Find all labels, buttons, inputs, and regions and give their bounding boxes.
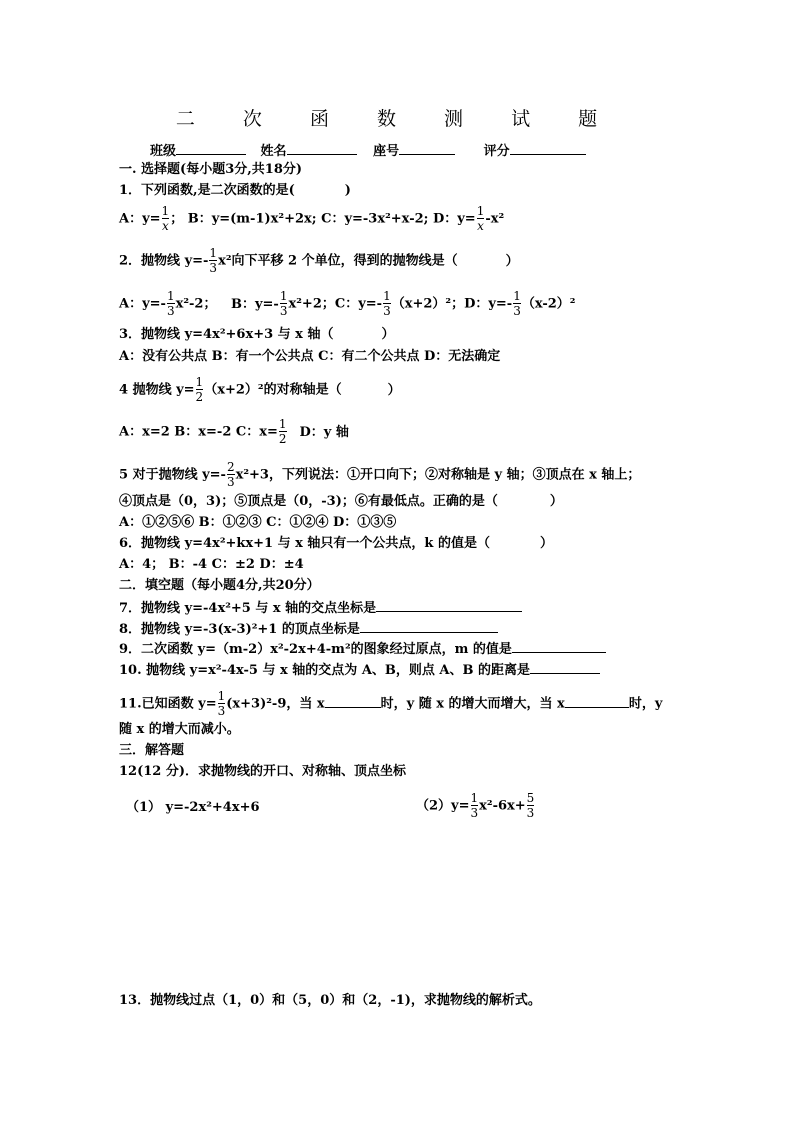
q1-stem: 1．下列函数,是二次函数的是( ) [119,183,351,198]
q2-options: A：y=- $\frac{1}{3}$ x²-2； B：y=- $\frac{1}{3}$ x²+2；C：y=- $\frac{1}{3}$ （x+2）²；D：y=- $\frac{1}{3}$ （x-2）² [119,289,576,318]
q3-stem: 3．抛物线 y=4x²+6x+3 与 x 轴（ ） [119,327,395,342]
q12-stem: 12(12 分)．求抛物线的开口、对称轴、顶点坐标 [119,764,407,779]
fraction: $\frac{1}{x}$ [161,204,170,233]
fraction: $\frac{1}{2}$ [195,375,204,404]
fraction: $\frac{1}{3}$ [470,791,479,820]
q10-answer-blank[interactable] [530,661,600,674]
score-label: 评分 [483,144,510,159]
q12-part2: （2）y= $\frac{1}{3}$ x²-6x+ $\frac{5}{3}$ [416,791,535,820]
q7: 7．抛物线 y=-4x²+5 与 x 轴的交点坐标是 [119,599,522,617]
q5-line2: ④顶点是（0，3)；⑤顶点是（0，-3)；⑥有最低点。正确的是（ ） [119,494,563,509]
q9: 9．二次函数 y=（m-2）x²-2x+4-m²的图象经过原点，m 的值是 [119,640,606,658]
q5-stem: 5 对于抛物线 y=- $\frac{2}{3}$ x²+3，下列说法：①开口向下；②对称轴是 y 轴；③顶点在 x 轴上； [119,460,641,489]
q6-stem: 6．抛物线 y=4x²+kx+1 与 x 轴只有一个公共点，k 的值是（ ） [119,536,553,551]
fraction: $\frac{1}{3}$ [209,246,218,275]
fraction: $\frac{1}{x}$ [476,204,485,233]
fraction: $\frac{1}{3}$ [217,689,226,718]
q8: 8．抛物线 y=-3(x-3)²+1 的顶点坐标是 [119,620,498,638]
class-label: 班级 [150,144,177,159]
q9-answer-blank[interactable] [512,640,606,653]
fraction: $\frac{1}{3}$ [166,289,175,318]
q7-answer-blank[interactable] [376,599,522,612]
section-fill-heading: 二．填空题（每小题4分,共20分） [119,578,320,593]
seat-label: 座号 [373,144,400,159]
score-blank[interactable] [510,142,586,155]
name-blank[interactable] [287,142,357,155]
seat-blank[interactable] [399,142,455,155]
q4-stem: 4 抛物线 y= $\frac{1}{2}$ （x+2）²的对称轴是（ ） [119,375,401,404]
q11-line2: 随 x 的增大而减小。 [119,722,240,737]
section-choice-heading: 一. 选择题(每小题3分,共18分) [119,162,303,177]
q1-options: A：y= $\frac{1}{x}$ ； B：y=(m-1)x²+2x; C：y=-3x²+x-2; D：y= $\frac{1}{x}$ -x² [119,204,505,233]
q3-options: A：没有公共点 B：有一个公共点 C：有二个公共点 D：无法确定 [119,349,501,364]
class-blank[interactable] [176,142,246,155]
q11-blank-2[interactable] [565,695,629,708]
fraction: $\frac{1}{3}$ [383,289,391,318]
fraction: $\frac{1}{3}$ [279,289,288,318]
name-label: 姓名 [260,144,287,159]
q4-options: A：x=2 B：x=-2 C：x= $\frac{1}{2}$ D：y 轴 [119,417,349,446]
page-title: 二 次 函 数 测 试 题 [175,108,619,130]
q10: 10. 抛物线 y=x²-4x-5 与 x 轴的交点为 A、B，则点 A、B 的距离是 [119,661,600,679]
fraction: $\frac{1}{3}$ [513,289,521,318]
q5-options: A：①②⑤⑥ B：①②③ C：①②④ D：①③⑤ [119,515,397,530]
q11-blank-1[interactable] [325,695,381,708]
q2-stem: 2．抛物线 y=- $\frac{1}{3}$ x²向下平移 2 个单位，得到的抛物线是（ ） [119,246,519,275]
q13: 13．抛物线过点（1，0）和（5，0）和（2，-1)，求抛物线的解析式。 [119,993,541,1008]
section-solve-heading: 三．解答题 [119,743,185,758]
q11: 11.已知函数 y= $\frac{1}{3}$ (x+3)²-9，当 x 时，y 随 x 的增大而增大，当 x 时，y [119,689,663,718]
fraction: $\frac{2}{3}$ [226,460,235,489]
fraction: $\frac{5}{3}$ [526,791,535,820]
q12-part1: （1） y=-2x²+4x+6 [126,800,260,815]
header-row [150,142,586,160]
q8-answer-blank[interactable] [360,620,498,633]
q6-options: A：4； B：-4 C：±2 D：±4 [119,557,304,572]
fraction: $\frac{1}{2}$ [278,417,287,446]
